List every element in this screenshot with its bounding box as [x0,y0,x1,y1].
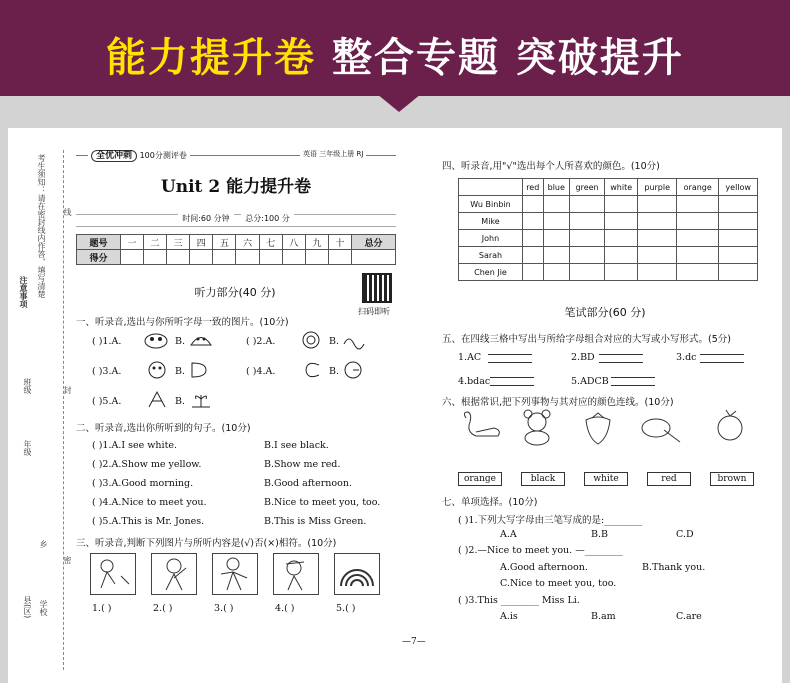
check-cell[interactable] [570,264,605,281]
check-cell[interactable] [570,213,605,230]
score-input-cell[interactable] [282,250,305,265]
boy-waving-icon [152,554,196,594]
check-cell[interactable] [543,213,570,230]
score-input-cell[interactable] [259,250,282,265]
check-cell[interactable] [719,264,758,281]
check-cell[interactable] [570,230,605,247]
check-cell[interactable] [523,230,544,247]
page-title: Unit 2 能力提升卷 [160,177,312,197]
color-row [459,213,758,230]
header-brand [88,148,190,161]
q2-item-5: ( )5.A.This is Mr. Jones. [92,516,205,527]
q2-item-4-b: B.Nice to meet you, too. [264,497,381,508]
bird-letters-icon [188,330,214,350]
picture-rainbow [334,553,380,595]
color-row [459,230,758,247]
check-cell[interactable] [523,213,544,230]
brand-sub: 100分测评卷 [139,151,187,160]
score-input-cell[interactable] [190,250,213,265]
color-header: red [523,179,544,196]
check-cell[interactable] [543,264,570,281]
letter-d-icon [188,360,210,380]
q1-item-3-b: B. [175,366,186,377]
check-cell[interactable] [523,247,544,264]
notice-text: 考生须知：请在密封线内作答，填写清楚 [37,154,46,298]
qr-label: 扫码即听 [358,307,390,316]
check-cell[interactable] [605,196,638,213]
color-row [459,247,758,264]
q2-item-5-b: B.This is Miss Green. [264,516,367,527]
check-cell[interactable] [543,196,570,213]
check-cell[interactable] [543,247,570,264]
picture-girl-dancing [212,553,258,595]
letter-a-icon [146,389,168,409]
q1-item-2-b: B. [329,336,340,347]
check-cell[interactable] [677,247,719,264]
county-label: 县(区) [23,596,32,619]
class-label: 班级 [23,378,32,394]
check-cell[interactable] [638,196,677,213]
q2-item-3-b: B.Good afternoon. [264,478,352,489]
score-input-cell[interactable] [167,250,190,265]
color-header: blue [543,179,570,196]
q1-item-1-b: B. [175,336,186,347]
title-rule-bottom [76,226,396,227]
q3-answer-5[interactable]: 5.( ) [336,603,356,614]
check-cell[interactable] [605,247,638,264]
q5-item-1: 1.AC [458,352,482,363]
q2-item-2-b: B.Show me red. [264,459,341,470]
check-cell[interactable] [605,213,638,230]
score-cell: 八 [282,235,305,250]
score-table-header-row [77,235,396,250]
person-name: John [459,230,523,247]
banner-title [0,26,790,83]
q7-q3-option-b[interactable]: B.am [591,611,616,622]
person-name: Wu Binbin [459,196,523,213]
score-cell: 十 [328,235,351,250]
check-cell[interactable] [719,230,758,247]
person-name: Sarah [459,247,523,264]
check-cell[interactable] [638,230,677,247]
score-input-cell[interactable] [120,250,143,265]
person-name: Mike [459,213,523,230]
check-cell[interactable] [570,196,605,213]
q7-question-2: ( )2.—Nice to meet you. —________ [458,545,623,556]
swan-icon [458,410,504,446]
score-table-score-row [77,250,396,265]
plant-letters-icon [188,389,214,409]
q5-item-3: 3.dc [676,352,697,363]
picture-girl-drawing [90,553,136,595]
check-cell[interactable] [570,247,605,264]
color-word-orange[interactable]: orange [458,472,502,486]
color-header: yellow [719,179,758,196]
q5-writing-lines-3[interactable] [700,354,744,363]
bear-icon [517,408,557,446]
score-input-cell[interactable] [213,250,236,265]
score-cell: 题号 [77,235,121,250]
score-cell: 一 [120,235,143,250]
girl-drawing-icon [91,554,135,594]
color-word-red[interactable]: red [647,472,691,486]
q5-writing-lines-1[interactable] [488,354,532,363]
listening-heading: 听力部分(40 分) [194,286,276,299]
score-cell: 五 [213,235,236,250]
eagle-letters-icon [143,330,169,350]
q7-q3-option-c[interactable]: C.are [676,611,702,622]
check-cell[interactable] [677,213,719,230]
seal-dashed-line [63,150,64,670]
check-cell[interactable] [523,196,544,213]
q5-item-5: 5.ADCB [571,376,609,387]
color-header: white [605,179,638,196]
color-row [459,264,758,281]
snail-letters-icon [300,330,322,350]
q7-question-1: ( )1.下列大写字母由三笔写成的是:________ [458,515,643,526]
score-input-cell[interactable] [351,250,395,265]
qr-code-icon[interactable] [362,273,392,303]
face-letters-icon [146,360,168,380]
check-cell[interactable] [719,213,758,230]
brand-badge: 全优冲刺 [91,150,137,162]
score-input-cell[interactable] [305,250,328,265]
q2-item-3: ( )3.A.Good morning. [92,478,194,489]
q5-writing-lines-5[interactable] [611,377,655,386]
q7-q1-option-b[interactable]: B.B [591,529,608,540]
score-cell: 七 [259,235,282,250]
question-1-title: 一、听录音,选出与你所听字母一致的图片。(10分) [76,317,289,328]
question-7-title: 七、单项选择。(10分) [442,497,538,508]
picture-boy-cap [273,553,319,595]
check-cell[interactable] [543,230,570,247]
question-4-title: 四、听录音,用"√"选出每个人所喜欢的颜色。(10分) [442,161,660,172]
q1-item-5: ( )5.A. [92,396,122,407]
q7-q2-option-c[interactable]: C.Nice to meet you, too. [500,578,617,589]
q5-writing-lines-2[interactable] [599,354,643,363]
person-name: Chen Jie [459,264,523,281]
color-header: green [570,179,605,196]
binding-strip [8,128,72,683]
score-cell: 总分 [351,235,395,250]
q2-item-1-b: B.I see black. [264,440,329,451]
color-corner-cell [459,179,523,196]
time-limit: 时间:60 分钟 [178,214,233,223]
header-subject: 英语 三年级上册 RJ [300,149,366,159]
q2-item-4: ( )4.A.Nice to meet you. [92,497,207,508]
time-info [76,213,396,224]
question-5-title: 五、在四线三格中写出与所给字母组合对应的大写或小写形式。(5分) [442,334,731,345]
color-header-row [459,179,758,196]
q3-answer-4[interactable]: 4.( ) [275,603,295,614]
color-preference-table [458,178,758,281]
seal-line-label: 线 [63,208,72,216]
q1-item-4: ( )4.A. [246,366,276,377]
q1-item-2: ( )2.A. [246,336,276,347]
q3-answer-1[interactable]: 1.( ) [92,603,112,614]
check-cell[interactable] [638,247,677,264]
q5-writing-lines-4[interactable] [490,377,534,386]
score-cell: 二 [144,235,167,250]
q1-item-1: ( )1.A. [92,336,122,347]
color-word-white[interactable]: white [584,472,628,486]
question-2-title: 二、听录音,选出你所听到的句子。(10分) [76,423,251,434]
check-cell[interactable] [677,196,719,213]
question-3-title: 三、听录音,判断下列图片与所听内容是(√)否(×)相符。(10分) [76,538,337,549]
q7-q2-option-b[interactable]: B.Thank you. [642,562,706,573]
q2-item-1: ( )1.A.I see white. [92,440,178,451]
question-6-title: 六、根据常识,把下列事物与其对应的颜色连线。(10分) [442,397,674,408]
banner-notch [377,94,421,112]
score-input-cell[interactable] [328,250,351,265]
q7-question-3: ( )3.This ________ Miss Li. [458,595,580,606]
worm-letters-icon [342,330,366,350]
score-cell: 四 [190,235,213,250]
score-label: 得分 [77,250,121,265]
check-cell[interactable] [719,196,758,213]
q2-item-2: ( )2.A.Show me yellow. [92,459,202,470]
school-label: 学校 [39,600,48,616]
writing-heading: 笔试部分(60 分) [564,306,646,319]
check-cell[interactable] [719,247,758,264]
letter-c-icon [302,360,324,380]
bowl-icon [636,410,682,446]
banner-title-rest: 整合专题 突破提升 [332,35,684,81]
q7-q2-option-a[interactable]: A.Good afternoon. [500,562,588,573]
score-cell: 六 [236,235,259,250]
orange-fruit-icon [710,408,750,446]
q1-item-4-b: B. [329,366,340,377]
check-cell[interactable] [523,264,544,281]
q3-answer-3[interactable]: 3.( ) [214,603,234,614]
secret-label: 密 [63,556,72,564]
q5-item-2: 2.BD [571,352,595,363]
color-word-black[interactable]: black [521,472,565,486]
score-table [76,234,396,265]
q5-item-4: 4.bdac [458,376,491,387]
picture-boy-waving [151,553,197,595]
seal-label: 封 [63,386,72,394]
color-header: purple [638,179,677,196]
color-word-brown[interactable]: brown [710,472,754,486]
q3-answer-2[interactable]: 2.( ) [153,603,173,614]
town-label: 乡 [39,540,48,548]
q7-q1-option-a[interactable]: A.A [500,529,517,540]
rainbow-icon [335,554,379,594]
boy-cap-icon [274,554,318,594]
attention-label: 注意事项 [19,276,28,308]
color-row [459,196,758,213]
q7-q3-option-a[interactable]: A.is [500,611,518,622]
letter-g-icon [342,360,364,380]
check-cell[interactable] [677,230,719,247]
total-score: 总分:100 分 [241,214,294,223]
q1-item-3: ( )3.A. [92,366,122,377]
score-cell: 九 [305,235,328,250]
check-cell[interactable] [677,264,719,281]
score-input-cell[interactable] [144,250,167,265]
page-number: —7— [402,637,426,647]
score-cell: 三 [167,235,190,250]
score-input-cell[interactable] [236,250,259,265]
banner-title-highlight: 能力提升卷 [106,35,317,81]
grade-label: 年级 [23,440,32,456]
check-cell[interactable] [605,264,638,281]
check-cell[interactable] [638,213,677,230]
q7-q1-option-c[interactable]: C.D [676,529,694,540]
q1-item-5-b: B. [175,396,186,407]
check-cell[interactable] [605,230,638,247]
strawberry-icon [580,410,616,446]
girl-dancing-icon [213,554,257,594]
check-cell[interactable] [638,264,677,281]
color-header: orange [677,179,719,196]
